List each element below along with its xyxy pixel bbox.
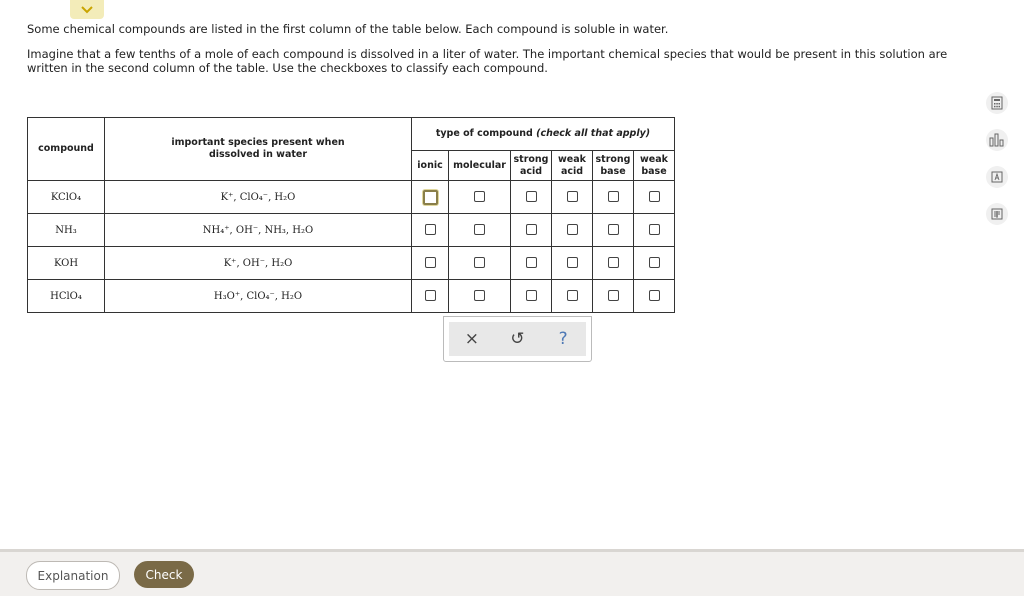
reference-button[interactable] xyxy=(986,203,1008,225)
strong-acid-checkbox[interactable] xyxy=(526,191,537,202)
weak-acid-checkbox[interactable] xyxy=(567,290,578,301)
weak-acid-checkbox[interactable] xyxy=(567,257,578,268)
weak-base-checkbox[interactable] xyxy=(649,257,660,268)
chevron-down-icon xyxy=(80,5,94,15)
header-ionic: ionic xyxy=(412,151,449,181)
species-cell: H₃O⁺, ClO₄⁻, H₂O xyxy=(105,280,412,313)
strong-base-checkbox[interactable] xyxy=(608,224,619,235)
footer-bar xyxy=(0,549,1024,596)
header-strong-acid: strong acid xyxy=(511,151,552,181)
header-molecular: molecular xyxy=(449,151,511,181)
ionic-checkbox[interactable] xyxy=(425,290,436,301)
ionic-checkbox[interactable] xyxy=(425,224,436,235)
weak-base-checkbox[interactable] xyxy=(649,224,660,235)
strong-base-checkbox[interactable] xyxy=(608,290,619,301)
table-row xyxy=(28,280,675,313)
weak-base-checkbox[interactable] xyxy=(649,191,660,202)
weak-acid-checkbox[interactable] xyxy=(567,191,578,202)
weak-base-checkbox[interactable] xyxy=(649,290,660,301)
compound-cell: KClO₄ xyxy=(28,181,105,214)
molecular-checkbox[interactable] xyxy=(474,191,485,202)
header-compound: compound xyxy=(28,118,105,181)
table-row xyxy=(28,181,675,214)
species-cell: K⁺, ClO₄⁻, H₂O xyxy=(105,181,412,214)
periodic-table-button[interactable] xyxy=(986,166,1008,188)
table-row xyxy=(28,214,675,247)
instruction-line-2: Imagine that a few tenths of a mole of each compound is dissolved in a liter of water. The important chemical species that would be present in this solution are written in the second column of the table. Use the checkboxes to classify each compound. xyxy=(27,47,948,75)
ionic-checkbox[interactable] xyxy=(423,190,438,205)
ionic-checkbox[interactable] xyxy=(425,257,436,268)
species-cell: K⁺, OH⁻, H₂O xyxy=(105,247,412,280)
species-cell: NH₄⁺, OH⁻, NH₃, H₂O xyxy=(105,214,412,247)
compound-cell: NH₃ xyxy=(28,214,105,247)
molecular-checkbox[interactable] xyxy=(474,224,485,235)
header-strong-base: strong base xyxy=(593,151,634,181)
answer-toolbox xyxy=(443,316,592,362)
header-species: important species present when dissolved in water xyxy=(105,118,412,181)
strong-base-checkbox[interactable] xyxy=(608,191,619,202)
reference-icon xyxy=(990,207,1004,221)
header-type: type of compound (check all that apply) xyxy=(412,118,675,151)
weak-acid-checkbox[interactable] xyxy=(567,224,578,235)
strong-base-checkbox[interactable] xyxy=(608,257,619,268)
element-icon xyxy=(990,170,1004,184)
molecular-checkbox[interactable] xyxy=(474,290,485,301)
data-chart-button[interactable] xyxy=(986,129,1008,151)
strong-acid-checkbox[interactable] xyxy=(526,290,537,301)
toolbox-bar xyxy=(449,322,586,356)
side-toolbar xyxy=(986,92,1008,240)
explanation-button[interactable]: Explanation xyxy=(26,561,120,590)
check-button[interactable]: Check xyxy=(134,561,194,588)
header-weak-base: weak base xyxy=(634,151,675,181)
undo-button[interactable]: ↺ xyxy=(510,329,525,349)
calculator-button[interactable] xyxy=(986,92,1008,114)
clear-button[interactable]: × xyxy=(464,329,479,349)
instructions xyxy=(27,22,957,86)
strong-acid-checkbox[interactable] xyxy=(526,224,537,235)
instruction-line-1: Some chemical compounds are listed in the first column of the table below. Each compound is soluble in water. xyxy=(27,22,669,36)
collapse-tab[interactable] xyxy=(70,0,104,19)
bar-chart-icon xyxy=(989,133,1005,147)
strong-acid-checkbox[interactable] xyxy=(526,257,537,268)
header-weak-acid: weak acid xyxy=(552,151,593,181)
classification-table xyxy=(27,117,675,313)
compound-cell: HClO₄ xyxy=(28,280,105,313)
table-row xyxy=(28,247,675,280)
molecular-checkbox[interactable] xyxy=(474,257,485,268)
calculator-icon xyxy=(990,96,1004,110)
help-button[interactable]: ? xyxy=(558,329,568,349)
compound-cell: KOH xyxy=(28,247,105,280)
